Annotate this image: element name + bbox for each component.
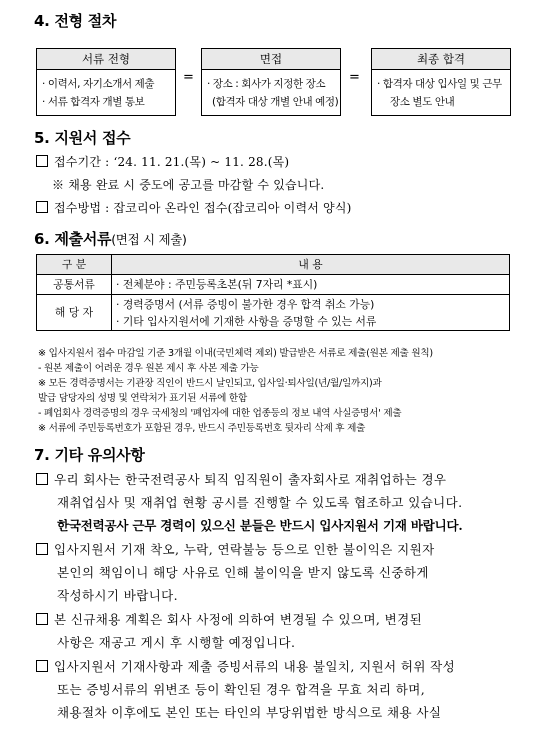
notice-line: 우리 회사는 한국전력공사 퇴직 임직원이 출자회사로 재취업하는 경우	[54, 472, 447, 487]
notice-line: 채용절차 이후에도 본인 또는 타인의 부당위법한 방식으로 채용 사실	[57, 705, 442, 720]
step-line: · 서류 합격자 개별 통보	[42, 96, 145, 108]
table-cell-line: · 경력증명서 (서류 증빙이 불가한 경우 합격 취소 가능)	[116, 297, 375, 311]
table-header: 구 분	[37, 255, 112, 275]
notice-line: 본 신규채용 계획은 회사 사정에 의하여 변경될 수 있으며, 변경된	[54, 612, 423, 627]
notice-item	[36, 610, 422, 628]
period-text: 접수기간 : ‘24. 11. 21.(목) ~ 11. 28.(목)	[54, 155, 290, 169]
notice-line: 작성하시기 바랍니다.	[57, 588, 179, 603]
table-row	[37, 275, 510, 295]
period-line	[36, 153, 289, 170]
step-title: 면접	[202, 49, 340, 70]
documents-table	[36, 254, 510, 331]
document-note: 발급 담당자의 성명 및 연락처가 표기된 서류에 한함	[38, 393, 247, 404]
notice-line: 사항은 재공고 게시 후 시행할 예정입니다.	[57, 635, 296, 650]
close-early-note: ※ 채용 완료 시 중도에 공고를 마감할 수 있습니다.	[52, 178, 325, 192]
step-line: · 합격자 대상 입사일 및 근무	[377, 78, 502, 90]
table-row	[37, 295, 510, 331]
section4-title: 4. 전형 절차	[34, 12, 117, 30]
document-note: ※ 모든 경력증명서는 기관장 직인이 반드시 날인되고, 입사일·퇴사일(년/월/일까지)과	[38, 378, 382, 389]
step-line: 장소 별도 안내	[390, 96, 455, 108]
table-cell-line: · 기타 입사지원서에 기재한 사항을 증명할 수 있는 서류	[116, 314, 377, 328]
document-note: ※ 서류에 주민등록번호가 포함된 경우, 반드시 주민등록번호 뒷자리 삭제 후 제출	[38, 423, 366, 434]
table-cell-content: · 전체분야 : 주민등록초본(뒤 7자리 *표시)	[112, 275, 510, 295]
step-interview	[201, 48, 341, 116]
checkbox-bullet-icon	[36, 543, 48, 555]
section5-title: 5. 지원서 접수	[34, 129, 131, 147]
section6-title-main: 6. 제출서류	[34, 230, 112, 248]
notice-emphasis: 한국전력공사 근무 경력이 있으신 분들은 반드시 입사지원서 기재 바랍니다.	[57, 518, 463, 533]
section6-title-sub: (면접 시 제출)	[111, 232, 187, 247]
checkbox-bullet-icon	[36, 473, 48, 485]
table-cell-label: 공통서류	[37, 275, 112, 295]
document-note: ※ 입사지원서 접수 마감일 기준 3개월 이내(국민체력 제외) 발급받은 서류로 제출(원본 제출 원칙)	[38, 348, 433, 359]
section7-title: 7. 기타 유의사항	[34, 446, 145, 464]
checkbox-bullet-icon	[36, 155, 48, 167]
notice-item	[36, 540, 435, 558]
step-document-screening	[36, 48, 176, 116]
table-cell-content	[112, 295, 510, 331]
checkbox-bullet-icon	[36, 613, 48, 625]
step-line: · 이력서, 자기소개서 제출	[42, 78, 155, 90]
step-line: (합격자 대상 개별 안내 예정)	[212, 96, 339, 108]
checkbox-bullet-icon	[36, 660, 48, 672]
notice-line: 또는 증빙서류의 위변조 등이 확인된 경우 합격을 무효 처리 하며,	[57, 682, 426, 697]
notice-line: 재취업심사 및 재취업 현황 공시를 진행할 수 있도록 협조하고 있습니다.	[57, 495, 463, 510]
step-title: 최종 합격	[372, 49, 510, 70]
table-header-row	[37, 255, 510, 275]
notice-line: 본인의 책임이니 해당 사유로 인해 불이익을 받지 않도록 신중하게	[57, 565, 429, 580]
notice-item	[36, 657, 455, 675]
step-title: 서류 전형	[37, 49, 175, 70]
notice-line: 입사지원서 기재사항과 제출 증빙서류의 내용 불일치, 지원서 허위 작성	[54, 659, 456, 674]
method-line	[36, 199, 352, 216]
document-note: - 원본 제출이 어려운 경우 원본 제시 후 사본 제출 가능	[38, 363, 259, 374]
step-line: · 장소 : 회사가 지정한 장소	[207, 78, 326, 90]
method-text: 접수방법 : 잡코리아 온라인 접수(잡코리아 이력서 양식)	[54, 201, 352, 215]
checkbox-bullet-icon	[36, 201, 48, 213]
notice-item	[36, 470, 446, 488]
notice-line: 입사지원서 기재 착오, 누락, 연락불능 등으로 인한 불이익은 지원자	[54, 542, 435, 557]
equals-sign: =	[349, 70, 360, 85]
equals-sign: =	[183, 70, 194, 85]
document-note: - 폐업회사 경력증명의 경우 국세청의 '폐업자에 대한 업종등의 정보 내역 사실증명서' 제출	[38, 408, 402, 419]
table-cell-label: 해 당 자	[37, 295, 112, 331]
step-final-pass	[371, 48, 511, 116]
table-header: 내 용	[112, 255, 510, 275]
section6-title	[34, 228, 187, 249]
